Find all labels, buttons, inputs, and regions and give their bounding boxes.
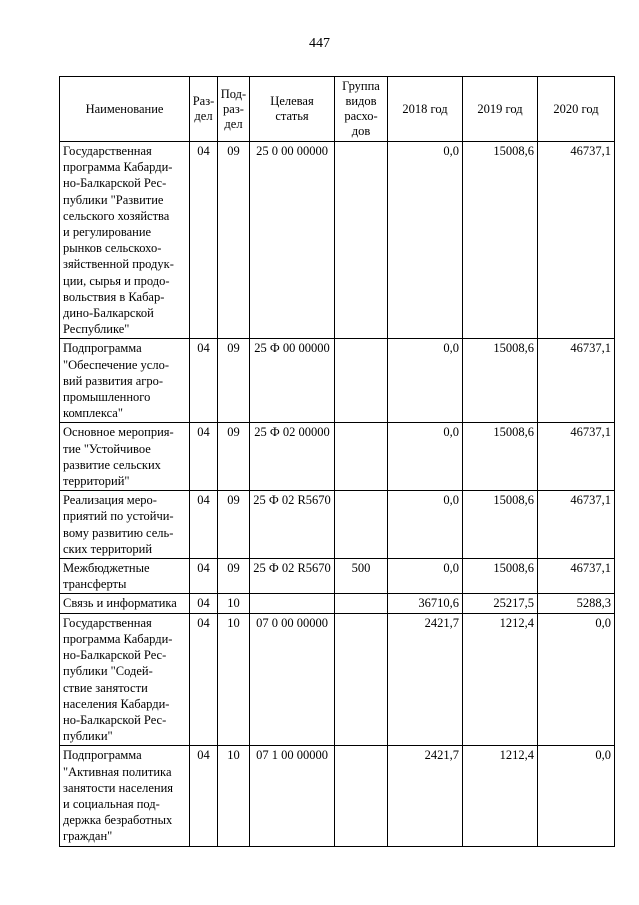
row-expense-group <box>335 142 388 339</box>
row-name: Государственная программа Кабарди- но-Балкарской Рес- публики "Содей- ствие занятости населения Кабарди- но-Балкарской Рес- публики" <box>60 613 190 746</box>
row-target-item: 07 1 00 00000 <box>250 746 335 846</box>
row-section: 04 <box>190 559 218 594</box>
row-section: 04 <box>190 594 218 613</box>
row-name: Подпрограмма "Активная политика занятости населения и социальная под- держка безработных граждан" <box>60 746 190 846</box>
header-name: Наименование <box>60 77 190 142</box>
table-row <box>60 559 615 594</box>
table-row <box>60 613 615 746</box>
row-2020-value: 46737,1 <box>538 142 615 339</box>
row-section: 04 <box>190 339 218 423</box>
row-subsection: 09 <box>218 491 250 559</box>
row-target-item: 25 0 00 00000 <box>250 142 335 339</box>
row-subsection: 09 <box>218 142 250 339</box>
row-2020-value: 46737,1 <box>538 491 615 559</box>
row-2018-value: 36710,6 <box>388 594 463 613</box>
row-section: 04 <box>190 746 218 846</box>
table-row <box>60 142 615 339</box>
row-2019-value: 1212,4 <box>463 746 538 846</box>
row-subsection: 09 <box>218 339 250 423</box>
row-2020-value: 46737,1 <box>538 559 615 594</box>
row-2019-value: 15008,6 <box>463 339 538 423</box>
row-subsection: 09 <box>218 559 250 594</box>
row-2018-value: 0,0 <box>388 339 463 423</box>
row-2018-value: 2421,7 <box>388 746 463 846</box>
row-2019-value: 15008,6 <box>463 559 538 594</box>
budget-table <box>59 76 615 847</box>
row-2018-value: 0,0 <box>388 491 463 559</box>
row-2020-value: 46737,1 <box>538 339 615 423</box>
header-target-item: Целевая статья <box>250 77 335 142</box>
row-2019-value: 25217,5 <box>463 594 538 613</box>
row-name: Связь и информатика <box>60 594 190 613</box>
row-subsection: 10 <box>218 613 250 746</box>
row-expense-group <box>335 613 388 746</box>
row-2020-value: 0,0 <box>538 746 615 846</box>
row-section: 04 <box>190 423 218 491</box>
row-name: Межбюджетные трансферты <box>60 559 190 594</box>
row-expense-group <box>335 491 388 559</box>
header-2018: 2018 год <box>388 77 463 142</box>
row-expense-group: 500 <box>335 559 388 594</box>
row-target-item: 25 Ф 02 R5670 <box>250 491 335 559</box>
row-section: 04 <box>190 491 218 559</box>
row-target-item <box>250 594 335 613</box>
row-expense-group <box>335 423 388 491</box>
row-expense-group <box>335 594 388 613</box>
row-2018-value: 0,0 <box>388 142 463 339</box>
row-2019-value: 15008,6 <box>463 142 538 339</box>
row-subsection: 10 <box>218 746 250 846</box>
row-2020-value: 0,0 <box>538 613 615 746</box>
row-target-item: 25 Ф 02 R5670 <box>250 559 335 594</box>
row-target-item: 25 Ф 00 00000 <box>250 339 335 423</box>
row-2018-value: 0,0 <box>388 559 463 594</box>
table-row <box>60 491 615 559</box>
row-section: 04 <box>190 142 218 339</box>
table-row <box>60 746 615 846</box>
row-target-item: 07 0 00 00000 <box>250 613 335 746</box>
table-row <box>60 594 615 613</box>
row-2020-value: 5288,3 <box>538 594 615 613</box>
row-subsection: 10 <box>218 594 250 613</box>
row-target-item: 25 Ф 02 00000 <box>250 423 335 491</box>
row-2019-value: 15008,6 <box>463 491 538 559</box>
header-section: Раз- дел <box>190 77 218 142</box>
row-name: Основное мероприя- тие "Устойчивое развитие сельских территорий" <box>60 423 190 491</box>
table-header-row <box>60 77 615 142</box>
row-2018-value: 2421,7 <box>388 613 463 746</box>
row-2020-value: 46737,1 <box>538 423 615 491</box>
table-row <box>60 339 615 423</box>
row-name: Государственная программа Кабарди- но-Балкарской Рес- публики "Развитие сельского хозяйства и регулирование рынков сельскохо- зяйственной продук- ции, сырья и продо- вольствия в Кабар- дино-Балкарской Республике" <box>60 142 190 339</box>
row-section: 04 <box>190 613 218 746</box>
row-2018-value: 0,0 <box>388 423 463 491</box>
table-row <box>60 423 615 491</box>
row-2019-value: 15008,6 <box>463 423 538 491</box>
row-expense-group <box>335 339 388 423</box>
row-expense-group <box>335 746 388 846</box>
header-2019: 2019 год <box>463 77 538 142</box>
row-2019-value: 1212,4 <box>463 613 538 746</box>
header-expense-group: Группа видов расхо- дов <box>335 77 388 142</box>
page-number: 447 <box>309 36 330 51</box>
row-subsection: 09 <box>218 423 250 491</box>
row-name: Реализация меро- приятий по устойчи- вому развитию сель- ских территорий <box>60 491 190 559</box>
header-2020: 2020 год <box>538 77 615 142</box>
row-name: Подпрограмма "Обеспечение усло- вий развития агро- промышленного комплекса" <box>60 339 190 423</box>
header-subsection: Под- раз- дел <box>218 77 250 142</box>
